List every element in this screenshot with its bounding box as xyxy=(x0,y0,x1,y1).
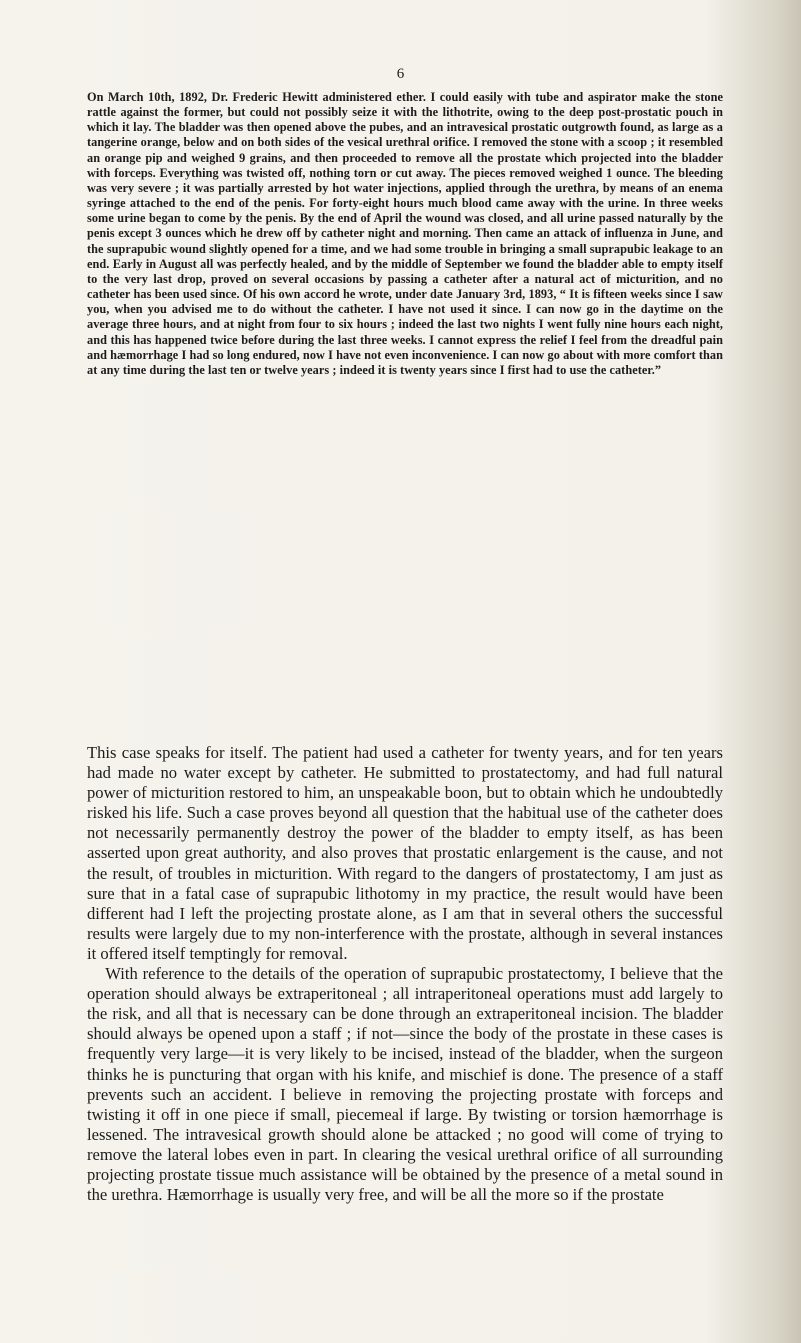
body-paragraph-1: This case speaks for itself. The patient had used a catheter for twenty years, and for ten years had made no water except by catheter. He submitted to prostatectomy, and had full natural power of micturition restored to him, an unspeakable boon, but to obtain which he undoubtedly risked his life. Such a case proves beyond all question that the habitual use of the catheter does not necessarily permanently destroy the power of the bladder to empty itself, as has been asserted upon great authority, and also proves that prostatic enlargement is the cause, and not the result, of troubles in micturition. With regard to the dangers of prostatectomy, I am just as sure that in a fatal case of suprapubic lithotomy in my practice, the result would have been different had I left the projecting prostate alone, as I am that in several others the successful results were largely due to my non-interference with the prostate, although in several instances it offered itself temptingly for removal. xyxy=(87,743,723,963)
body-paragraph-2: With reference to the details of the operation of suprapubic prostatectomy, I believe that the operation should always be extraperitoneal ; all intraperitoneal operations must add largely to the risk, and all that is necessary can be done through an extraperitoneal incision. The bladder should always be opened upon a staff ; if not—since the body of the prostate in these cases is frequently very large—it is very likely to be incised, instead of the bladder, when the surgeon thinks he is puncturing that organ with his knife, and mischief is done. The presence of a staff prevents such an accident. I believe in removing the projecting prostate with forceps and twisting it off in one piece if small, piecemeal if large. By twisting or torsion hæmorrhage is lessened. The intravesical growth should alone be attacked ; no good will come of trying to remove the lateral lobes even in part. In clearing the vesical urethral orifice of all surrounding projecting prostate tissue much assistance will be obtained by the presence of a metal sound in the urethra. Hæmorrhage is usually very free, and will be all the more so if the prostate xyxy=(87,964,723,1205)
body-text xyxy=(87,743,723,1205)
quote-paragraph: On March 10th, 1892, Dr. Frederic Hewitt administered ether. I could easily with tube and aspirator make the stone rattle against the former, but could not possibly seize it with the lithotrite, owing to the deep post-prostatic pouch in which it lay. The bladder was then opened above the pubes, and an intravesical prostatic outgrowth found, as large as a tangerine orange, below and on both sides of the vesical urethral orifice. I removed the stone with a scoop ; it resembled an orange pip and weighed 9 grains, and then proceeded to remove all the prostate which projected into the bladder with forceps. Everything was twisted off, nothing torn or cut away. The pieces removed weighed 1 ounce. The bleeding was very severe ; it was partially arrested by hot water injections, applied through the urethra, by means of an enema syringe attached to the end of the penis. For forty-eight hours much blood came away with the urine. In three weeks some urine began to come by the penis. By the end of April the wound was closed, and all urine passed naturally by the penis except 3 ounces which he drew off by catheter night and morning. Then came an attack of influenza in June, and the suprapubic wound slightly opened for a time, and we had some trouble in bringing a small suprapubic leakage to an end. Early in August all was perfectly healed, and by the middle of September we found the bladder able to empty itself to the very last drop, proved on several occasions by passing a catheter after a natural act of micturition, and no catheter has been used since. Of his own accord he wrote, under date January 3rd, 1893, “ It is fifteen weeks since I saw you, when you advised me to do without the catheter. I have not used it since. I can now go in the daytime on the average three hours, and at night from four to six hours ; indeed the last two nights I went fully nine hours each night, and this has happened twice before during the last three weeks. I cannot express the relief I feel from the dreadful pain and hæmorrhage I had so long endured, now I have not even inconvenience. I can now go about with more comfort than at any time during the last ten or twelve years ; indeed it is twenty years since I first had to use the catheter.” xyxy=(87,90,723,377)
page-number: 6 xyxy=(396,66,405,82)
case-report-quote xyxy=(87,90,723,378)
